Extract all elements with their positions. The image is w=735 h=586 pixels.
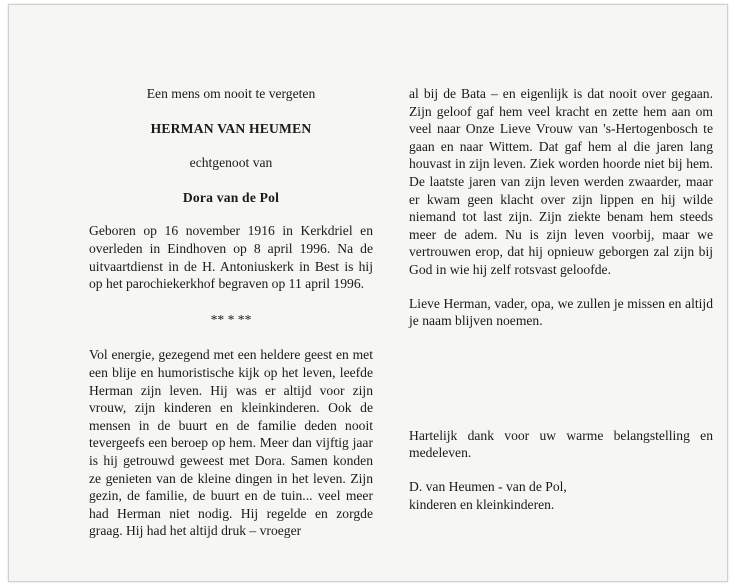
relation-text: echtgenoot van (189, 155, 273, 171)
memorial-card (8, 4, 728, 582)
signature-name: D. van Heumen - van de Pol, (409, 478, 567, 494)
section-separator: ** * ** (210, 311, 252, 327)
deceased-name: HERMAN VAN HEUMEN (150, 120, 312, 136)
right-column (409, 85, 713, 513)
left-column (89, 85, 373, 540)
card-heading: Een mens om nooit te vergeten (146, 86, 316, 101)
spouse-name: Dora van de Pol (182, 189, 280, 205)
birth-death-paragraph: Geboren op 16 november 1916 in Kerkdriel en overleden in Eindhoven op 8 april 1996. Na de uitvaartdienst in de H. Antoniuskerk in Best is hij op het parochiekerkhof begraven op 11 april 1996. (89, 223, 373, 292)
signature-family: kinderen en kleinkinderen. (409, 496, 555, 512)
life-paragraph: Vol energie, gezegend met een heldere geest en met een blije en humoristische kijk op het leven, leefde Herman zijn leven. Hij was er altijd voor zijn vrouw, zijn kinderen en kleinkinderen. Ook de mensen in de buurt en de familie deden nooit tevergeefs een beroep op hem. Meer dan vijftig jaar is hij getrouwd geweest met Dora. Samen konden ze genieten van de kleine dingen in het leven. Zijn gezin, de familie, de buurt en de tuin... veel meer had Herman niet nodig. Hij regelde en zorgde graag. Hij had het altijd druk – vroeger (89, 347, 373, 539)
faith-paragraph: al bij de Bata – en eigenlijk is dat nooit over gegaan. Zijn geloof gaf hem veel kracht en zette hem aan om veel naar Onze Lieve Vrouw van 's-Hertogenbosch te gaan en naar Wittem. Dat gaf hem al die jaren lang houvast in zijn leven. Ziek worden hoorde niet bij hem. De laatste jaren van zijn leven werden zwaarder, maar er kwam geen klacht over zijn lippen en hij wilde niemand tot last zijn. Zijn ziekte benam hem steeds meer de adem. Nu is zijn leven voorbij, maar we vertrouwen erop, dat hij opnieuw geborgen zal zijn bij God in wie hij zelf rotsvast geloofde. (409, 86, 713, 277)
thanks-paragraph: Hartelijk dank voor uw warme belangstelling en medeleven. (409, 427, 713, 461)
farewell-paragraph: Lieve Herman, vader, opa, we zullen je missen en altijd je naam blijven noemen. (409, 295, 713, 329)
